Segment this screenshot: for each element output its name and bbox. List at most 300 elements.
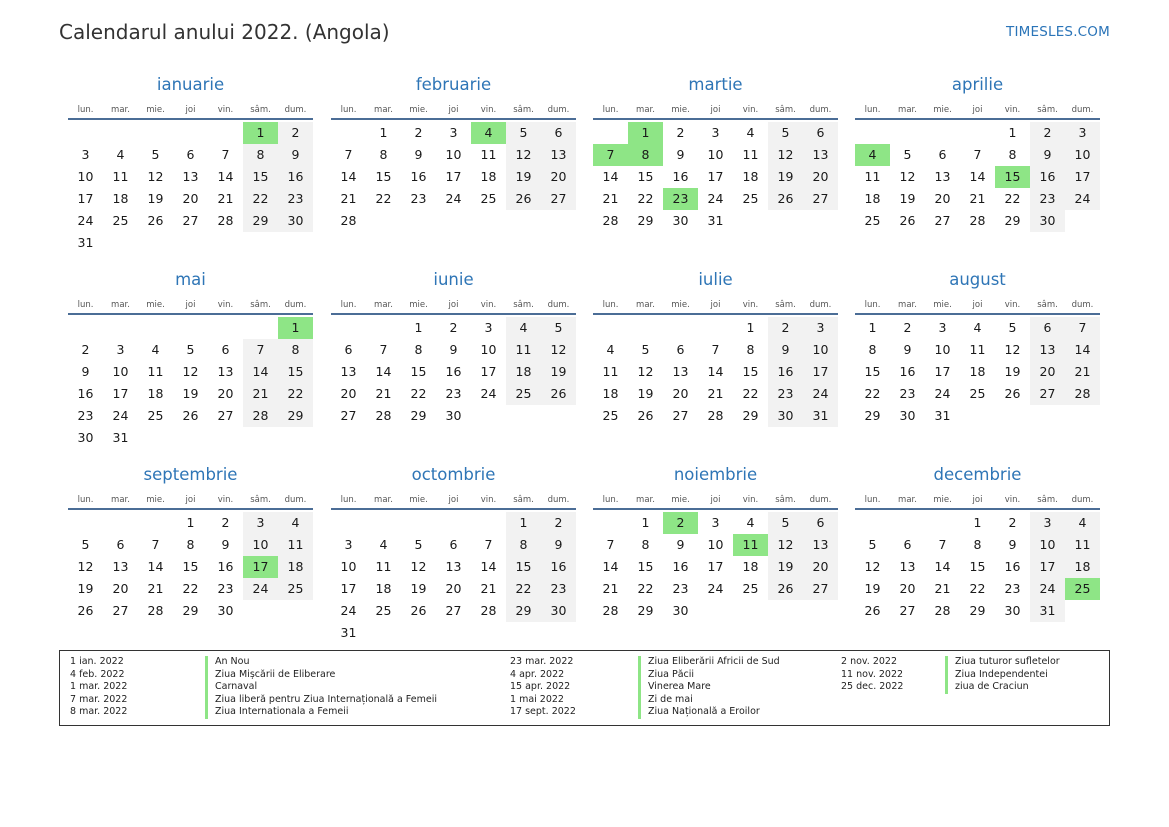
day-cell: 21 xyxy=(147,581,164,596)
day-cell: 30 xyxy=(672,603,689,618)
day-cell: 12 xyxy=(768,144,803,166)
day-cell: 13 xyxy=(182,169,199,184)
day-cell: 3 xyxy=(243,512,278,534)
day-cell: 23 xyxy=(278,188,313,210)
day-cell: 24 xyxy=(243,578,278,600)
day-cell: 19 xyxy=(768,166,803,188)
weekday-label: mar. xyxy=(111,300,130,310)
day-cell: 3 xyxy=(1030,512,1065,534)
month-name: februarie xyxy=(415,75,492,94)
day-cell: 26 xyxy=(864,603,881,618)
day-cell: 31 xyxy=(340,625,357,640)
day-cell: 28 xyxy=(217,213,234,228)
legend-date: 1 mai 2022 xyxy=(510,693,564,705)
weekday-label: joi xyxy=(448,105,459,115)
day-cell: 4 xyxy=(973,320,982,335)
day-cell: 18 xyxy=(742,559,759,574)
weekday-label: lun. xyxy=(602,300,619,310)
weekday-header xyxy=(593,490,838,510)
day-cell: 16 xyxy=(768,361,803,383)
day-cell: 29 xyxy=(1004,213,1021,228)
day-cell: 29 xyxy=(410,408,427,423)
month-ianuarie xyxy=(68,70,313,254)
day-cell: 5 xyxy=(81,537,90,552)
day-cell: 23 xyxy=(672,581,689,596)
month-name: iulie xyxy=(698,270,733,289)
day-cell: 27 xyxy=(340,408,357,423)
day-cell: 3 xyxy=(803,317,838,339)
month-name: iunie xyxy=(433,270,474,289)
day-cell: 28 xyxy=(707,408,724,423)
day-cell: 13 xyxy=(934,169,951,184)
day-cell: 22 xyxy=(182,581,199,596)
day-cell: 22 xyxy=(637,581,654,596)
day-cell: 21 xyxy=(243,383,278,405)
weekday-label: vin. xyxy=(742,495,759,505)
day-cell: 27 xyxy=(899,603,916,618)
day-cell: 31 xyxy=(803,405,838,427)
day-cell: 19 xyxy=(899,191,916,206)
legend-holiday-name: Vinerea Mare xyxy=(638,681,711,694)
day-cell: 16 xyxy=(541,556,576,578)
day-cell: 31 xyxy=(934,408,951,423)
day-cell: 3 xyxy=(484,320,493,335)
weekday-label: sâm. xyxy=(250,495,271,505)
day-cell: 30 xyxy=(672,213,689,228)
day-cell: 26 xyxy=(77,603,94,618)
month-noiembrie xyxy=(593,460,838,622)
weekday-label: vin. xyxy=(217,105,234,115)
day-cell: 5 xyxy=(506,122,541,144)
day-cell: 21 xyxy=(602,581,619,596)
weekday-label: mie. xyxy=(146,495,165,505)
day-cell: 20 xyxy=(803,166,838,188)
month-name: mai xyxy=(175,270,206,289)
weekday-label: joi xyxy=(710,300,721,310)
day-cell: 14 xyxy=(243,361,278,383)
weekday-label: dum. xyxy=(1071,495,1094,505)
day-cell: 12 xyxy=(77,559,94,574)
day-cell: 30 xyxy=(445,408,462,423)
legend-holiday-name: Ziua Independentei xyxy=(945,669,1048,682)
day-cell: 24 xyxy=(480,386,497,401)
day-cell: 2 xyxy=(81,342,90,357)
weekday-label: mar. xyxy=(898,105,917,115)
weekday-label: mie. xyxy=(409,105,428,115)
weekday-label: mar. xyxy=(636,300,655,310)
day-cell: 27 xyxy=(541,188,576,210)
day-cell: 27 xyxy=(182,213,199,228)
weekday-label: mar. xyxy=(111,105,130,115)
day-cell: 8 xyxy=(868,342,877,357)
day-cell: 20 xyxy=(672,386,689,401)
day-cell: 26 xyxy=(182,408,199,423)
holiday-day: 17 xyxy=(243,556,278,578)
day-cell: 26 xyxy=(147,213,164,228)
weekday-label: mie. xyxy=(933,495,952,505)
day-cell: 12 xyxy=(182,364,199,379)
holiday-day: 1 xyxy=(628,122,663,144)
weekday-label: lun. xyxy=(602,495,619,505)
day-cell: 11 xyxy=(112,169,129,184)
weekday-label: mar. xyxy=(374,300,393,310)
legend-date: 7 mar. 2022 xyxy=(70,693,128,705)
day-cell: 10 xyxy=(112,364,129,379)
day-cell: 23 xyxy=(1030,188,1065,210)
month-august xyxy=(855,265,1100,427)
day-cell: 10 xyxy=(1065,144,1100,166)
day-cell: 26 xyxy=(768,188,803,210)
day-cell: 5 xyxy=(768,122,803,144)
day-cell: 24 xyxy=(707,191,724,206)
legend-date: 11 nov. 2022 xyxy=(841,668,904,680)
legend-date: 17 sept. 2022 xyxy=(510,706,576,718)
day-cell: 21 xyxy=(1065,361,1100,383)
day-cell: 14 xyxy=(707,364,724,379)
day-grid xyxy=(855,317,1100,427)
legend-date: 15 apr. 2022 xyxy=(510,681,571,693)
legend-date: 1 mar. 2022 xyxy=(70,681,128,693)
site-link[interactable]: TIMESLES.COM xyxy=(1006,24,1110,40)
day-cell: 27 xyxy=(672,408,689,423)
weekday-label: dum. xyxy=(809,495,832,505)
day-cell: 16 xyxy=(1004,559,1021,574)
weekday-label: mar. xyxy=(374,105,393,115)
day-cell: 22 xyxy=(637,191,654,206)
day-cell: 19 xyxy=(637,386,654,401)
day-cell: 12 xyxy=(410,559,427,574)
day-cell: 22 xyxy=(864,386,881,401)
day-cell: 20 xyxy=(445,581,462,596)
weekday-label: sâm. xyxy=(1037,300,1058,310)
day-cell: 27 xyxy=(445,603,462,618)
legend-holiday-name: Ziua Păcii xyxy=(638,669,694,682)
weekday-label: mar. xyxy=(111,495,130,505)
month-iunie xyxy=(331,265,576,427)
weekday-label: joi xyxy=(710,105,721,115)
day-cell: 13 xyxy=(217,364,234,379)
day-cell: 23 xyxy=(899,386,916,401)
day-cell: 6 xyxy=(186,147,195,162)
day-cell: 29 xyxy=(278,405,313,427)
day-cell: 9 xyxy=(414,147,423,162)
weekday-label: sâm. xyxy=(250,300,271,310)
day-cell: 30 xyxy=(278,210,313,232)
day-cell: 27 xyxy=(803,578,838,600)
day-cell: 18 xyxy=(742,169,759,184)
day-cell: 11 xyxy=(480,147,497,162)
day-cell: 8 xyxy=(641,537,650,552)
day-cell: 12 xyxy=(768,534,803,556)
day-cell: 1 xyxy=(379,125,388,140)
holiday-day: 2 xyxy=(663,512,698,534)
weekday-label: mie. xyxy=(671,495,690,505)
day-cell: 6 xyxy=(803,512,838,534)
day-cell: 7 xyxy=(606,537,615,552)
day-cell: 6 xyxy=(541,122,576,144)
day-cell: 5 xyxy=(868,537,877,552)
day-cell: 12 xyxy=(637,364,654,379)
holiday-day: 11 xyxy=(733,534,768,556)
month-octombrie xyxy=(331,460,576,644)
day-cell: 20 xyxy=(340,386,357,401)
day-cell: 6 xyxy=(903,537,912,552)
day-cell: 9 xyxy=(449,342,458,357)
day-cell: 6 xyxy=(1030,317,1065,339)
day-cell: 6 xyxy=(116,537,125,552)
day-cell: 14 xyxy=(147,559,164,574)
day-cell: 5 xyxy=(903,147,912,162)
day-cell: 22 xyxy=(375,191,392,206)
day-cell: 7 xyxy=(243,339,278,361)
day-cell: 17 xyxy=(445,169,462,184)
day-cell: 19 xyxy=(1004,364,1021,379)
month-name: octombrie xyxy=(411,465,496,484)
weekday-label: mie. xyxy=(409,495,428,505)
day-cell: 24 xyxy=(340,603,357,618)
day-cell: 20 xyxy=(112,581,129,596)
day-cell: 9 xyxy=(278,144,313,166)
day-cell: 15 xyxy=(243,166,278,188)
day-cell: 17 xyxy=(1065,166,1100,188)
month-name: martie xyxy=(688,75,743,94)
weekday-label: joi xyxy=(448,300,459,310)
day-cell: 9 xyxy=(676,537,685,552)
day-cell: 2 xyxy=(221,515,230,530)
day-grid xyxy=(593,317,838,427)
day-cell: 29 xyxy=(969,603,986,618)
day-cell: 9 xyxy=(768,339,803,361)
day-cell: 23 xyxy=(1004,581,1021,596)
day-cell: 18 xyxy=(1065,556,1100,578)
day-cell: 17 xyxy=(934,364,951,379)
day-cell: 13 xyxy=(803,534,838,556)
weekday-label: dum. xyxy=(547,300,570,310)
day-cell: 4 xyxy=(746,515,755,530)
day-cell: 9 xyxy=(676,147,685,162)
day-cell: 28 xyxy=(375,408,392,423)
weekday-label: sâm. xyxy=(250,105,271,115)
legend-holiday-name: Ziua liberă pentru Ziua Internațională a Femeii xyxy=(205,694,437,707)
day-cell: 15 xyxy=(969,559,986,574)
day-cell: 8 xyxy=(414,342,423,357)
weekday-label: dum. xyxy=(809,300,832,310)
day-cell: 3 xyxy=(344,537,353,552)
day-cell: 19 xyxy=(410,581,427,596)
day-grid xyxy=(331,317,576,427)
day-cell: 3 xyxy=(116,342,125,357)
holiday-day: 25 xyxy=(1065,578,1100,600)
day-cell: 20 xyxy=(217,386,234,401)
day-cell: 26 xyxy=(541,383,576,405)
legend-holiday-name: Ziua Eliberării Africii de Sud xyxy=(638,656,780,669)
weekday-label: vin. xyxy=(742,105,759,115)
day-cell: 21 xyxy=(934,581,951,596)
day-cell: 7 xyxy=(938,537,947,552)
day-cell: 13 xyxy=(899,559,916,574)
day-cell: 14 xyxy=(602,169,619,184)
weekday-label: sâm. xyxy=(775,495,796,505)
legend-holiday-name: ziua de Craciun xyxy=(945,681,1029,694)
day-cell: 14 xyxy=(375,364,392,379)
holiday-day: 15 xyxy=(995,166,1030,188)
day-cell: 14 xyxy=(1065,339,1100,361)
day-grid xyxy=(331,122,576,232)
day-cell: 4 xyxy=(278,512,313,534)
day-cell: 15 xyxy=(864,364,881,379)
day-cell: 12 xyxy=(899,169,916,184)
day-cell: 3 xyxy=(938,320,947,335)
day-cell: 19 xyxy=(541,361,576,383)
weekday-label: dum. xyxy=(809,105,832,115)
day-cell: 20 xyxy=(182,191,199,206)
day-cell: 14 xyxy=(934,559,951,574)
day-cell: 15 xyxy=(182,559,199,574)
day-cell: 1 xyxy=(414,320,423,335)
holiday-day: 1 xyxy=(243,122,278,144)
weekday-label: joi xyxy=(972,495,983,505)
month-name: ianuarie xyxy=(156,75,225,94)
day-cell: 11 xyxy=(506,339,541,361)
weekday-header xyxy=(855,295,1100,315)
day-cell: 21 xyxy=(480,581,497,596)
day-cell: 29 xyxy=(506,600,541,622)
day-cell: 24 xyxy=(934,386,951,401)
day-cell: 25 xyxy=(506,383,541,405)
day-grid xyxy=(331,512,576,644)
weekday-label: lun. xyxy=(864,300,881,310)
day-cell: 19 xyxy=(182,386,199,401)
day-cell: 22 xyxy=(278,383,313,405)
day-cell: 24 xyxy=(112,408,129,423)
day-cell: 4 xyxy=(506,317,541,339)
weekday-label: sâm. xyxy=(513,300,534,310)
day-cell: 31 xyxy=(1030,600,1065,622)
holiday-day: 8 xyxy=(628,144,663,166)
day-cell: 10 xyxy=(1030,534,1065,556)
day-cell: 12 xyxy=(1004,342,1021,357)
weekday-label: dum. xyxy=(284,300,307,310)
day-cell: 10 xyxy=(707,147,724,162)
day-cell: 9 xyxy=(541,534,576,556)
day-cell: 19 xyxy=(768,556,803,578)
day-cell: 16 xyxy=(217,559,234,574)
day-cell: 25 xyxy=(602,408,619,423)
holiday-day: 7 xyxy=(593,144,628,166)
month-martie xyxy=(593,70,838,232)
day-cell: 14 xyxy=(602,559,619,574)
weekday-label: vin. xyxy=(1004,105,1021,115)
month-aprilie xyxy=(855,70,1100,232)
weekday-label: sâm. xyxy=(775,105,796,115)
day-cell: 9 xyxy=(221,537,230,552)
day-cell: 7 xyxy=(221,147,230,162)
day-cell: 17 xyxy=(1030,556,1065,578)
day-cell: 30 xyxy=(77,430,94,445)
weekday-label: mie. xyxy=(146,105,165,115)
day-cell: 20 xyxy=(1030,361,1065,383)
day-cell: 20 xyxy=(803,556,838,578)
day-cell: 14 xyxy=(480,559,497,574)
day-cell: 10 xyxy=(480,342,497,357)
weekday-label: dum. xyxy=(284,495,307,505)
day-cell: 17 xyxy=(480,364,497,379)
day-cell: 17 xyxy=(77,191,94,206)
day-cell: 10 xyxy=(340,559,357,574)
day-cell: 7 xyxy=(379,342,388,357)
day-cell: 30 xyxy=(768,405,803,427)
day-cell: 2 xyxy=(1030,122,1065,144)
day-cell: 31 xyxy=(77,235,94,250)
day-cell: 17 xyxy=(707,559,724,574)
day-cell: 27 xyxy=(112,603,129,618)
day-cell: 3 xyxy=(711,515,720,530)
day-cell: 12 xyxy=(147,169,164,184)
day-cell: 29 xyxy=(742,408,759,423)
day-cell: 28 xyxy=(1065,383,1100,405)
weekday-label: mar. xyxy=(898,300,917,310)
day-cell: 4 xyxy=(379,537,388,552)
day-cell: 11 xyxy=(147,364,164,379)
day-cell: 13 xyxy=(445,559,462,574)
legend-date: 4 apr. 2022 xyxy=(510,668,565,680)
day-cell: 11 xyxy=(969,342,986,357)
day-grid xyxy=(68,122,313,254)
day-cell: 3 xyxy=(1065,122,1100,144)
month-iulie xyxy=(593,265,838,427)
legend-holiday-name: Carnaval xyxy=(205,681,257,694)
day-cell: 2 xyxy=(768,317,803,339)
day-cell: 12 xyxy=(864,559,881,574)
weekday-label: vin. xyxy=(742,300,759,310)
weekday-label: joi xyxy=(972,300,983,310)
day-cell: 13 xyxy=(112,559,129,574)
weekday-label: sâm. xyxy=(775,300,796,310)
day-cell: 1 xyxy=(973,515,982,530)
weekday-label: vin. xyxy=(217,495,234,505)
day-cell: 28 xyxy=(147,603,164,618)
day-cell: 5 xyxy=(414,537,423,552)
weekday-label: lun. xyxy=(864,105,881,115)
day-cell: 13 xyxy=(672,364,689,379)
day-cell: 11 xyxy=(742,147,759,162)
day-cell: 9 xyxy=(81,364,90,379)
weekday-header xyxy=(593,295,838,315)
day-cell: 11 xyxy=(864,169,881,184)
day-cell: 18 xyxy=(969,364,986,379)
day-cell: 16 xyxy=(278,166,313,188)
day-cell: 17 xyxy=(340,581,357,596)
day-cell: 16 xyxy=(672,559,689,574)
day-cell: 13 xyxy=(1030,339,1065,361)
day-cell: 21 xyxy=(375,386,392,401)
day-cell: 28 xyxy=(243,405,278,427)
weekday-label: mar. xyxy=(636,105,655,115)
day-cell: 22 xyxy=(1004,191,1021,206)
day-cell: 21 xyxy=(340,191,357,206)
day-grid xyxy=(855,122,1100,232)
legend-date: 8 mar. 2022 xyxy=(70,706,128,718)
day-cell: 1 xyxy=(746,320,755,335)
day-cell: 3 xyxy=(81,147,90,162)
day-cell: 2 xyxy=(1008,515,1017,530)
day-cell: 7 xyxy=(484,537,493,552)
day-cell: 2 xyxy=(903,320,912,335)
weekday-label: joi xyxy=(185,495,196,505)
day-cell: 16 xyxy=(77,386,94,401)
weekday-header xyxy=(68,295,313,315)
day-cell: 26 xyxy=(637,408,654,423)
